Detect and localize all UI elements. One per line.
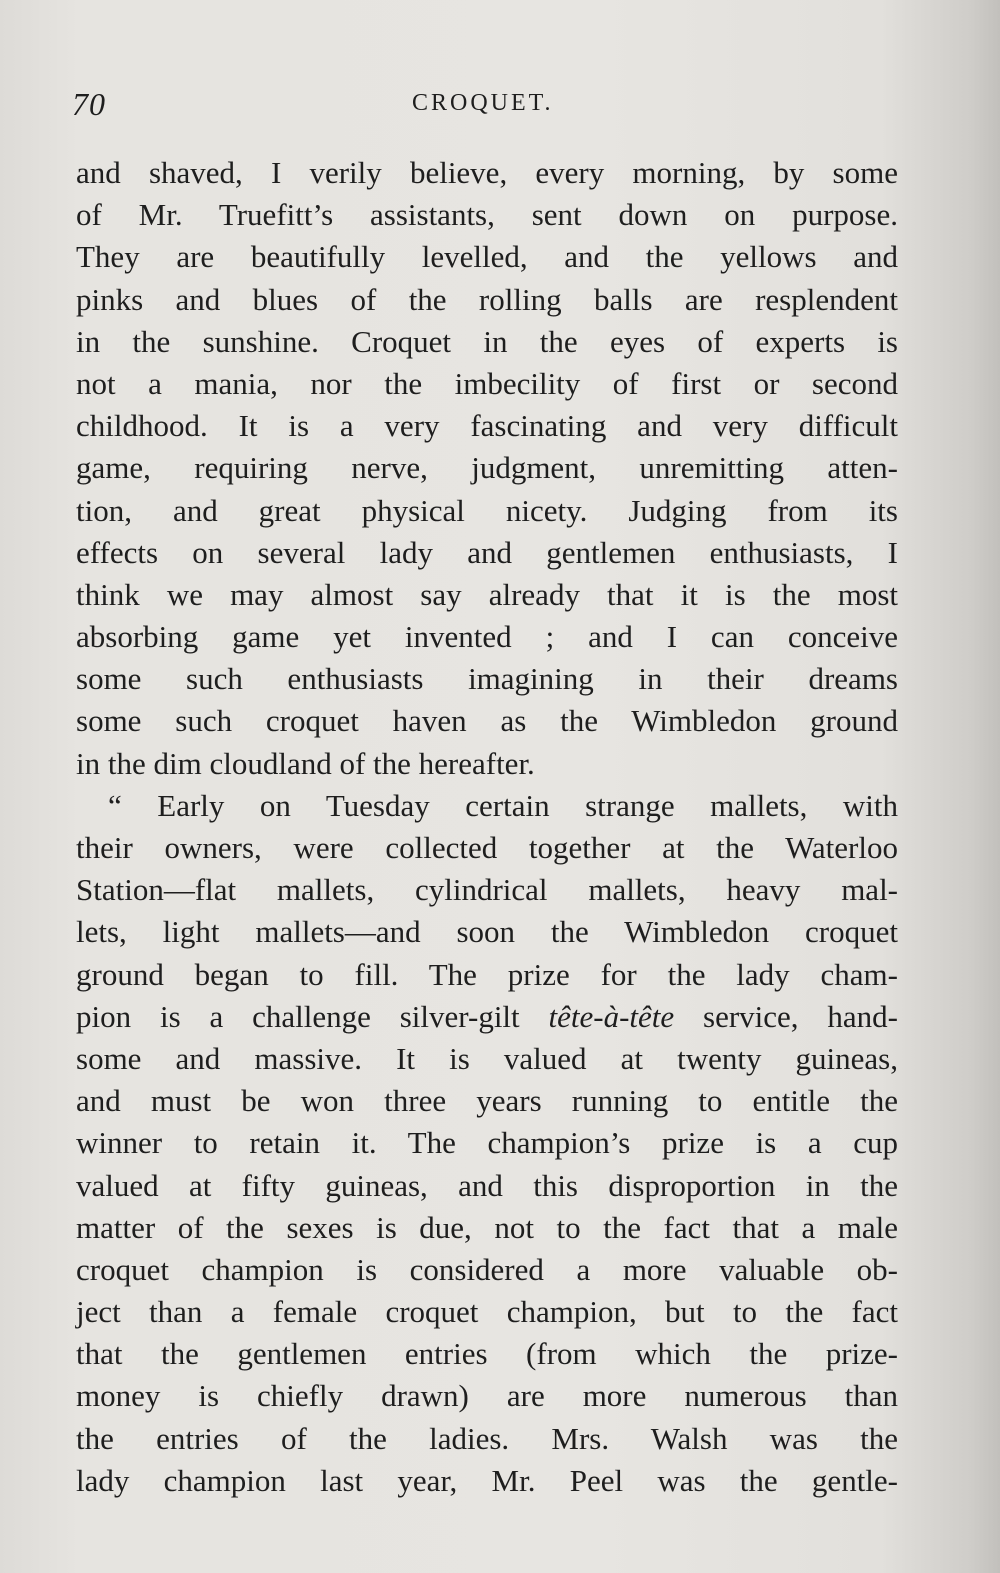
text-line: absorbing game yet invented ; and I can conceive (76, 619, 898, 655)
paragraph-start-line: “ Early on Tuesday certain strange mallets, with (108, 787, 898, 823)
text-line: croquet champion is considered a more valuable ob- (76, 1251, 898, 1287)
text-line: of Mr. Truefitt’s assistants, sent down on purpose. (76, 197, 898, 233)
text-line: ground began to fill. The prize for the lady cham- (76, 956, 898, 992)
text-line: money is chiefly drawn) are more numerous than (76, 1378, 898, 1414)
text-line: pion is a challenge silver-gilt tête-à-tête service, hand- (76, 998, 898, 1034)
page-header (0, 86, 1000, 126)
text-line: some and massive. It is valued at twenty guineas, (76, 1040, 898, 1076)
text-line: game, requiring nerve, judgment, unremitting atten- (76, 450, 898, 486)
text-line: pinks and blues of the rolling balls are resplendent (76, 281, 898, 317)
text-line: the entries of the ladies. Mrs. Walsh was the (76, 1420, 898, 1456)
text-line: effects on several lady and gentlemen enthusiasts, I (76, 534, 898, 570)
text-line: that the gentlemen entries (from which the prize- (76, 1336, 898, 1372)
text-line: lets, light mallets—and soon the Wimbledon croquet (76, 914, 898, 950)
text-line: some such croquet haven as the Wimbledon ground (76, 703, 898, 739)
running-head: CROQUET. (412, 90, 554, 116)
text-line: tion, and great physical nicety. Judging from its (76, 492, 898, 528)
body-text (76, 152, 898, 1502)
text-line: their owners, were collected together at the Waterloo (76, 830, 898, 865)
text-line: Station—flat mallets, cylindrical mallets, heavy mal- (76, 872, 898, 908)
text-line: They are beautifully levelled, and the yellows and (76, 239, 898, 275)
page-number: 70 (72, 86, 106, 122)
text-line: lady champion last year, Mr. Peel was the gentle- (76, 1462, 898, 1498)
text-line: ject than a female croquet champion, but to the fact (76, 1294, 898, 1330)
paragraph-end-line: in the dim cloudland of the hereafter. (76, 745, 535, 781)
text-line: and shaved, I verily believe, every morning, by some (76, 155, 898, 190)
text-line: in the sunshine. Croquet in the eyes of experts is (76, 323, 898, 359)
text-line: think we may almost say already that it is the most (76, 576, 898, 612)
text-line: childhood. It is a very fascinating and very difficult (76, 408, 898, 444)
text-line: some such enthusiasts imagining in their dreams (76, 661, 898, 697)
text-line: winner to retain it. The champion’s prize is a cup (76, 1125, 898, 1161)
text-line: and must be won three years running to entitle the (76, 1083, 898, 1119)
italic-phrase: tête-à-tête (548, 998, 675, 1034)
text-line: matter of the sexes is due, not to the fact that a male (76, 1209, 898, 1245)
text-line: not a mania, nor the imbecility of first or second (76, 365, 898, 401)
text-line: valued at fifty guineas, and this disproportion in the (76, 1167, 898, 1203)
